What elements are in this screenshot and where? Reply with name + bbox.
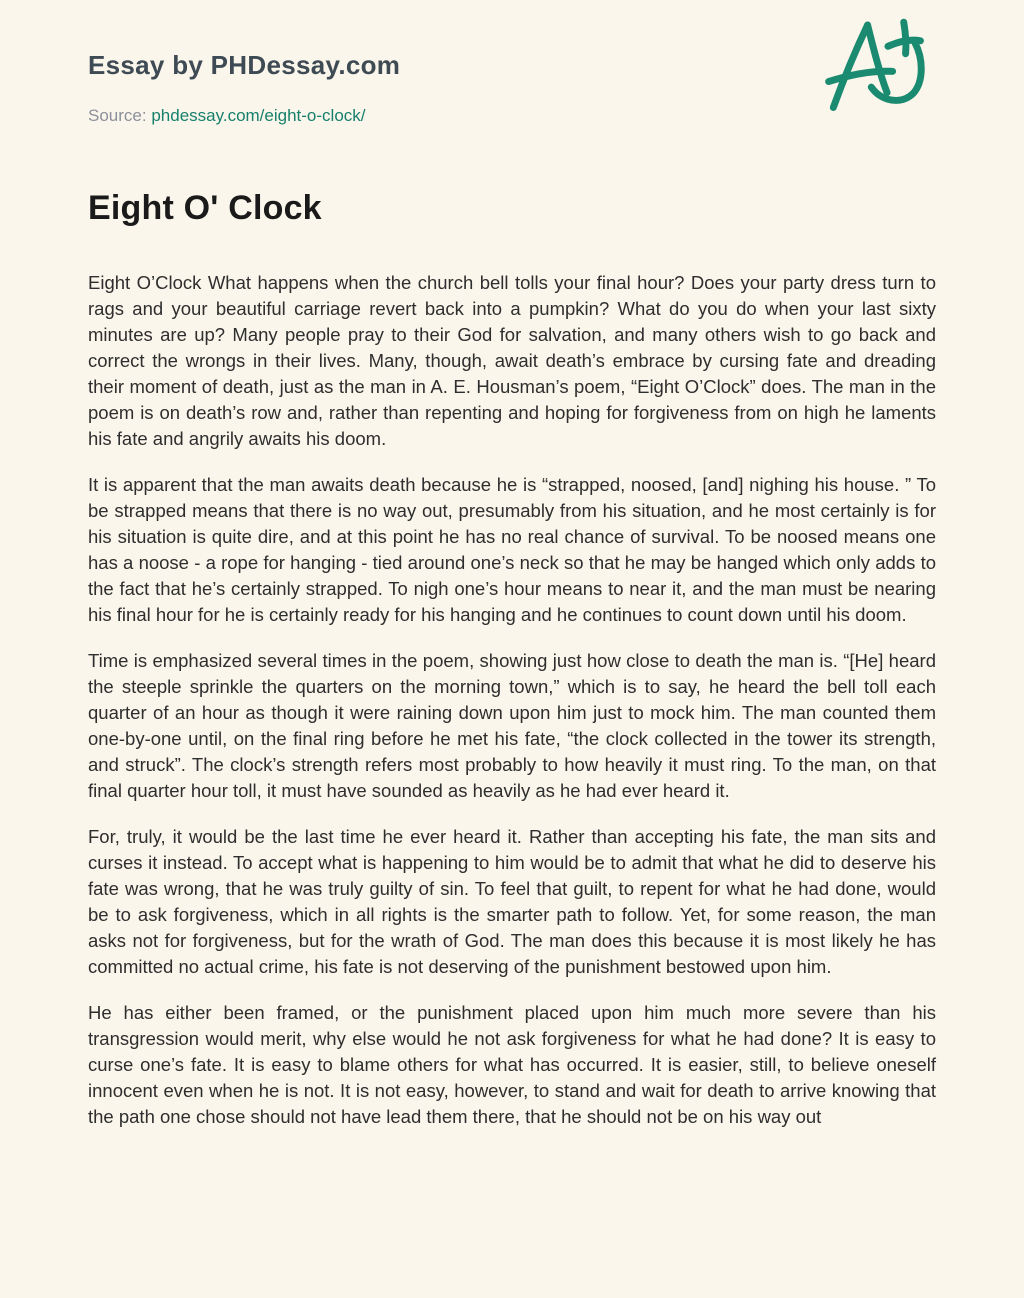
essay-body xyxy=(88,270,936,1130)
source-line xyxy=(88,106,936,126)
brand-title: Essay by PHDessay.com xyxy=(88,50,401,80)
essay-paragraph: He has either been framed, or the punishment placed upon him much more severe than his transgression would merit, why else would he not ask forgiveness for what he had done? It is easy to curse one’s fate. It is easy to blame others for what has occurred. It is easier, still, to believe oneself innocent even when he is not. It is not easy, however, to stand and wait for death to arrive knowing that the path one chose should not have lead them there, that he should not be on his way out xyxy=(88,1002,936,1127)
source-label: Source: xyxy=(88,106,147,125)
page-title: Eight O' Clock xyxy=(88,189,322,227)
essay-paragraph: Eight O’Clock What happens when the church bell tolls your final hour? Does your party dress turn to rags and your beautiful carriage revert back into a pumpkin? What do you do when your last sixty minutes are up? Many people pray to their God for salvation, and many others wish to go back and correct the wrongs in their lives. Many, though, await death’s embrace by cursing fate and dreading their moment of death, just as the man in A. E. Housman’s poem, “Eight O’Clock” does. The man in the poem is on death’s row and, rather than repenting and hoping for forgiveness from on high he laments his fate and angrily awaits his doom. xyxy=(88,272,936,449)
source-link[interactable]: phdessay.com/eight-o-clock/ xyxy=(151,106,366,125)
essay-paragraph: Time is emphasized several times in the poem, showing just how close to death the man is. “[He] heard the steeple sprinkle the quarters on the morning town,” which is to say, he heard the bell toll each quarter of an hour as though it were raining down upon him just to mock him. The man counted them one-by-one until, on the final ring before he met his fate, “the clock collected in the tower its strength, and struck”. The clock’s strength refers most probably to how heavily it must ring. To the man, on that final quarter hour toll, it must have sounded as heavily as he had ever heard it. xyxy=(88,650,936,801)
aplus-logo-icon xyxy=(824,12,926,114)
essay-paragraph: For, truly, it would be the last time he ever heard it. Rather than accepting his fate, the man sits and curses it instead. To accept what is happening to him would be to admit that what he did to deserve his fate was wrong, that he was truly guilty of sin. To feel that guilt, to repent for what he had done, would be to ask forgiveness, which in all rights is the smarter path to follow. Yet, for some reason, the man asks not for forgiveness, but for the wrath of God. The man does this because it is most likely he has committed no actual crime, his fate is not deserving of the punishment bestowed upon him. xyxy=(88,826,936,977)
essay-paragraph: It is apparent that the man awaits death because he is “strapped, noosed, [and] nighing his house. ” To be strapped means that there is no way out, presumably from his situation, and he most certainly is for his situation is quite dire, and at this point he has no real chance of survival. To be noosed means one has a noose - a rope for hanging - tied around one’s neck so that he may be hanged which only adds to the fact that he’s certainly strapped. To nigh one’s hour means to near it, and the man must be nearing his final hour for he is certainly ready for his hanging and he continues to count down until his doom. xyxy=(88,474,936,625)
